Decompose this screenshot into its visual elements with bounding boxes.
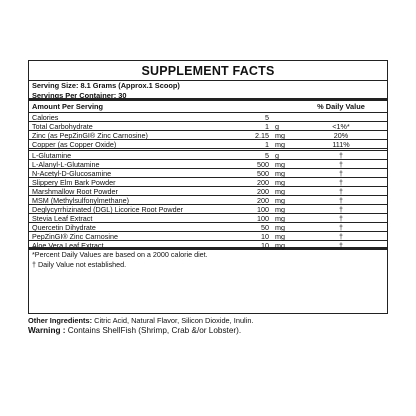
fact-row — [29, 187, 387, 196]
fact-unit: mg — [275, 140, 285, 149]
fact-row — [29, 169, 387, 178]
fact-name: L-Alanyl-L-Glutamine — [32, 160, 100, 168]
fact-row — [29, 232, 387, 241]
fact-daily-value: † — [339, 151, 343, 160]
serving-size: Serving Size: 8.1 Grams (Approx.1 Scoop) — [32, 81, 180, 90]
fact-name: Total Carbohydrate — [32, 122, 93, 130]
other-ingredients-label: Other Ingredients: — [28, 316, 93, 325]
fact-daily-value: † — [339, 205, 343, 214]
fact-daily-value: † — [339, 214, 343, 223]
footnote-not-established: † Daily Value not established. — [32, 260, 127, 269]
fact-amount: 500 — [257, 160, 269, 169]
daily-value-header: % Daily Value — [317, 102, 365, 111]
fact-row — [29, 223, 387, 232]
fact-amount: 200 — [257, 196, 269, 205]
fact-amount: 100 — [257, 205, 269, 214]
servings-per-container: Servings Per Container: 30 — [29, 91, 387, 101]
fact-unit: mg — [275, 160, 285, 169]
fact-row — [29, 122, 387, 131]
warning-text: Contains ShellFish (Shrimp, Crab &/or Lobster). — [67, 326, 242, 335]
fact-name: Slippery Elm Bark Powder — [32, 178, 116, 186]
fact-amount: 100 — [257, 214, 269, 223]
fact-unit: mg — [275, 223, 285, 232]
fact-amount: 200 — [257, 187, 269, 196]
fact-name: Calories — [32, 113, 59, 121]
fact-row — [29, 151, 387, 160]
fact-daily-value: † — [339, 160, 343, 169]
fact-unit: mg — [275, 131, 285, 140]
fact-row — [29, 241, 387, 250]
fact-daily-value: 20% — [333, 131, 349, 140]
fact-unit: g — [275, 151, 279, 160]
fact-name: Quercetin Dihydrate — [32, 223, 96, 231]
fact-amount: 5 — [265, 113, 269, 122]
fact-amount: 50 — [261, 223, 269, 232]
fact-unit: mg — [275, 232, 285, 241]
fact-unit: mg — [275, 241, 285, 250]
fact-unit: mg — [275, 205, 285, 214]
fact-unit — [271, 113, 295, 121]
fact-daily-value: 111% — [332, 140, 350, 149]
fact-unit: g — [275, 122, 279, 131]
fact-row — [29, 140, 387, 149]
allergen-warning — [28, 326, 408, 336]
footnotes — [29, 250, 387, 270]
warning-label: Warning : — [28, 326, 66, 335]
fact-amount: 5 — [265, 151, 269, 160]
fact-unit: mg — [275, 196, 285, 205]
other-ingredients-text: Citric Acid, Natural Flavor, Silicon Dioxide, Inulin. — [94, 316, 254, 325]
fact-unit: mg — [275, 169, 285, 178]
fact-name: Stevia Leaf Extract — [32, 214, 93, 222]
fact-name: N-Acetyl-D-Glucosamine — [32, 169, 112, 177]
fact-unit: mg — [275, 178, 285, 187]
amount-per-serving-header: Amount Per Serving — [32, 102, 104, 111]
fact-amount: 1 — [265, 122, 269, 131]
fact-row — [29, 178, 387, 187]
fact-daily-value — [295, 113, 387, 121]
fact-name: L-Glutamine — [32, 151, 72, 159]
fact-row — [29, 214, 387, 223]
fact-row — [29, 160, 387, 169]
fact-name: Copper (as Copper Oxide) — [32, 140, 117, 148]
fact-row — [29, 113, 387, 122]
fact-name: MSM (Methylsulfonylmethane) — [32, 196, 130, 204]
fact-daily-value: † — [339, 169, 343, 178]
panel-title: SUPPLEMENT FACTS — [29, 61, 387, 81]
fact-daily-value: † — [339, 241, 343, 250]
fact-amount: 2.15 — [255, 131, 269, 140]
fact-unit: mg — [275, 214, 285, 223]
other-ingredients — [28, 316, 408, 326]
fact-name: Zinc (as PepZinGI® Zinc Carnosine) — [32, 131, 148, 139]
fact-amount: 10 — [261, 241, 269, 250]
fact-daily-value: † — [339, 196, 343, 205]
supplement-facts-panel — [28, 60, 388, 314]
fact-row — [29, 196, 387, 205]
fact-unit: mg — [275, 187, 285, 196]
fact-name: PepZinGI® Zinc Carnosine — [32, 232, 118, 240]
fact-amount: 10 — [261, 232, 269, 241]
fact-amount: 1 — [265, 140, 269, 149]
footnote-daily-values: *Percent Daily Values are based on a 2000 calorie diet. — [32, 250, 208, 259]
fact-row — [29, 205, 387, 214]
fact-row — [29, 131, 387, 140]
fact-amount: 500 — [257, 169, 269, 178]
amount-header-row — [29, 101, 387, 113]
fact-daily-value: † — [339, 232, 343, 241]
fact-daily-value: † — [339, 178, 343, 187]
fact-name: Deglycyrrhizinated (DGL) Licorice Root Powder — [32, 205, 183, 213]
fact-name: Marshmallow Root Powder — [32, 187, 118, 195]
fact-name: Aloe Vera Leaf Extract — [32, 241, 104, 247]
fact-amount: 200 — [257, 178, 269, 187]
fact-daily-value: † — [339, 187, 343, 196]
ingredient-rows — [29, 151, 387, 250]
fact-daily-value: <1%* — [332, 122, 350, 131]
fact-daily-value: † — [339, 223, 343, 232]
nutrient-rows — [29, 113, 387, 149]
